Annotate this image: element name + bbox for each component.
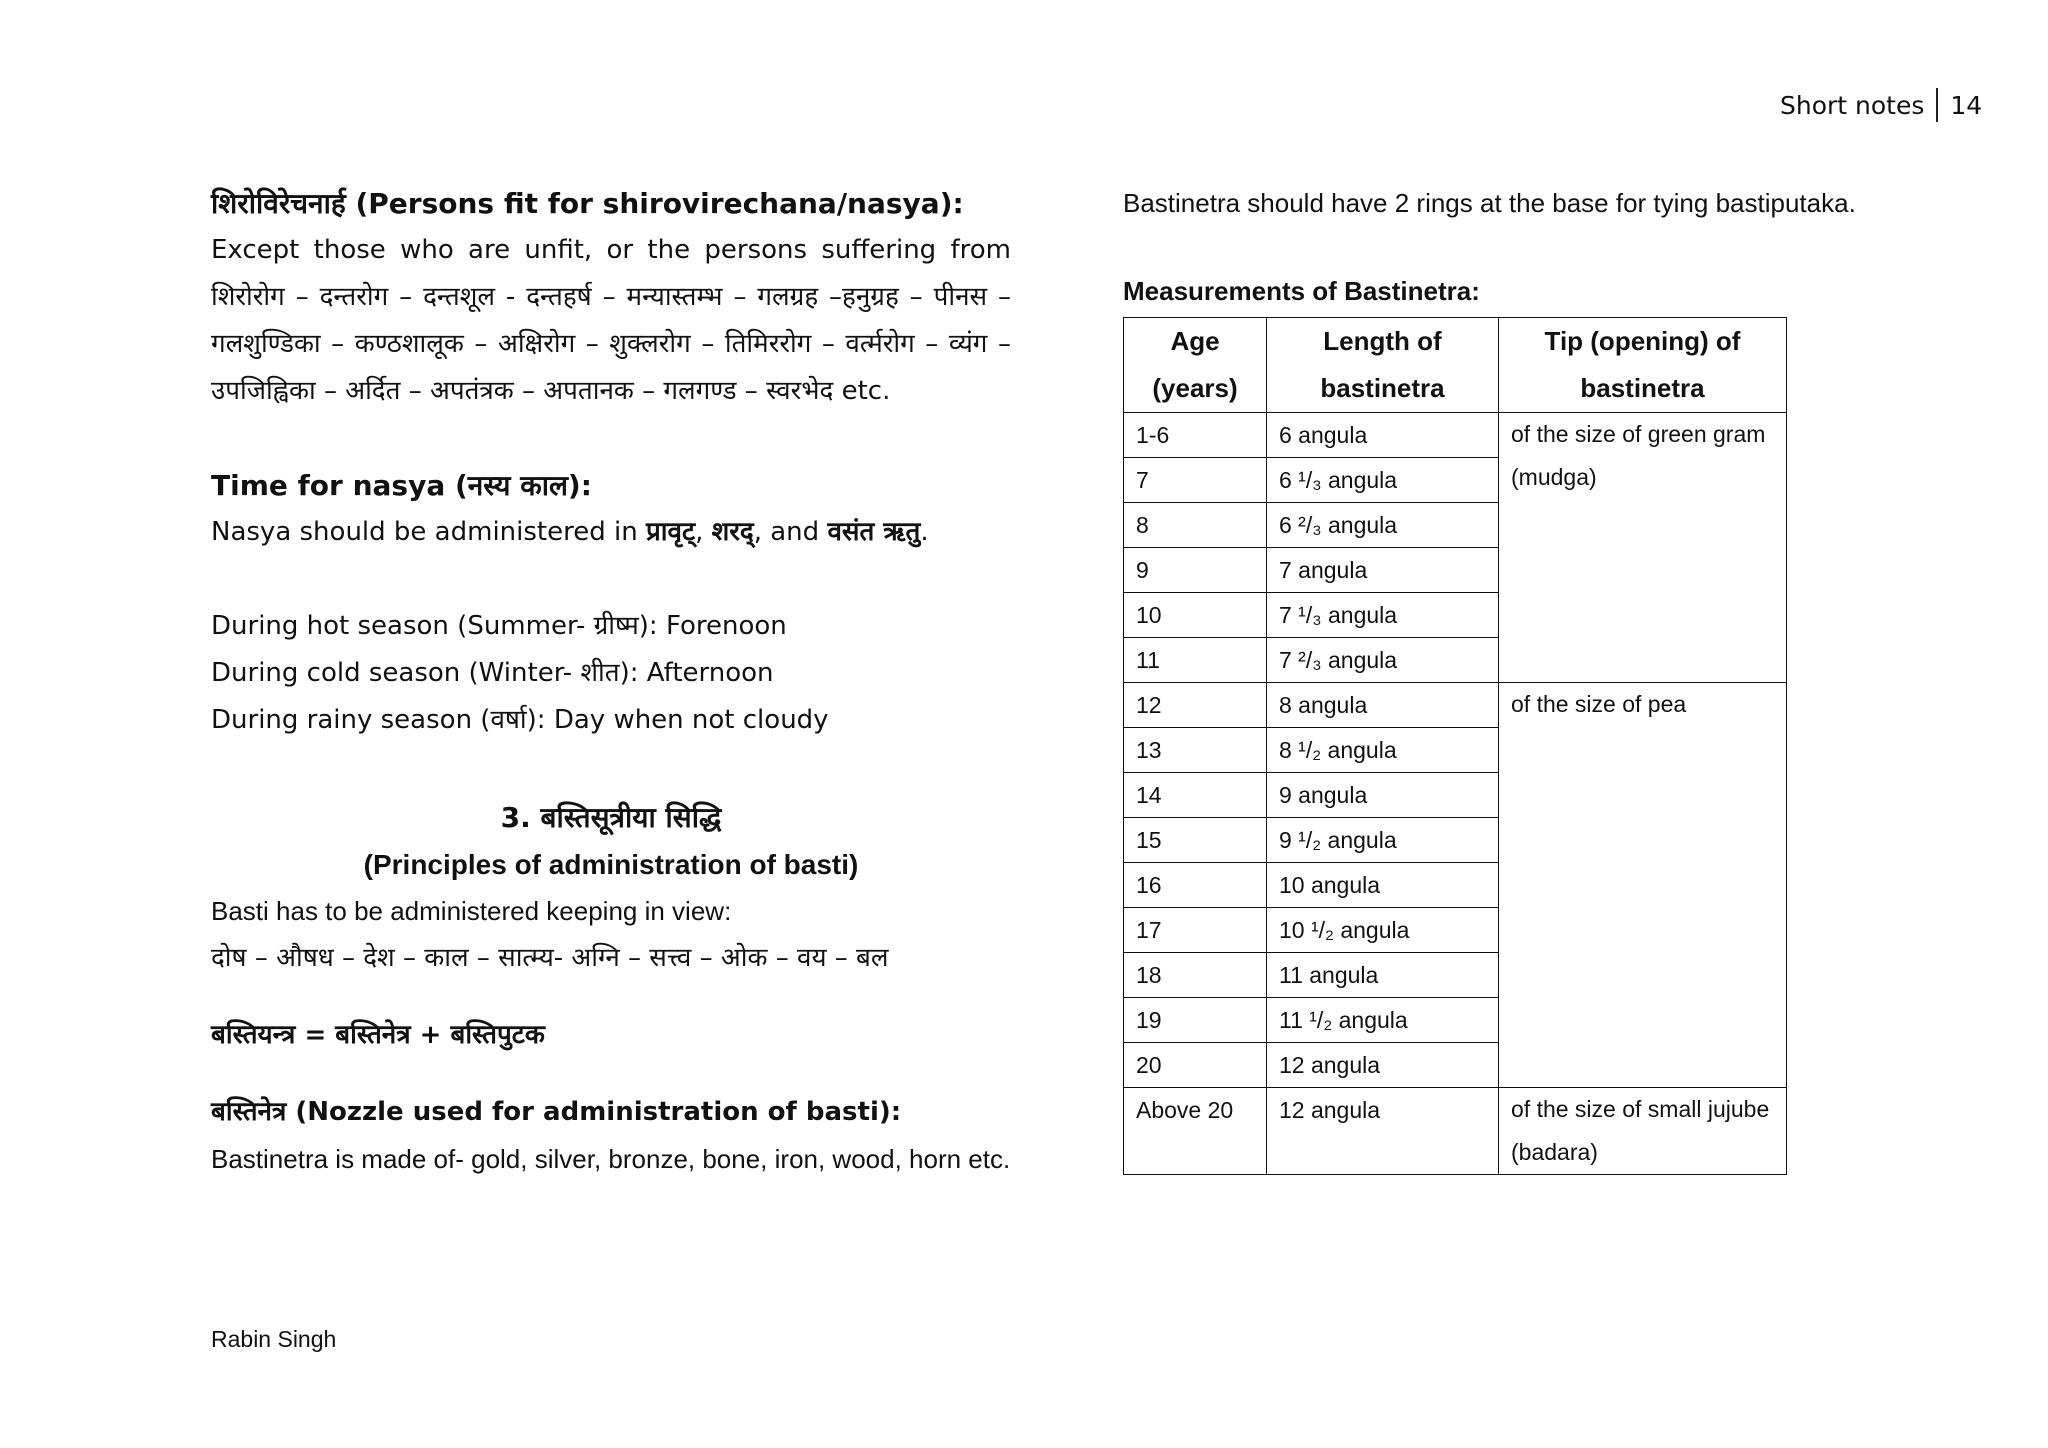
header-age: Age (years) xyxy=(1124,318,1267,413)
left-column xyxy=(211,180,1011,1183)
header-length: Length of bastinetra xyxy=(1267,318,1499,413)
season-pravrit: प्रावृट् xyxy=(645,517,696,547)
header-divider xyxy=(1936,88,1938,122)
sec2-comma: , xyxy=(695,517,712,547)
season-rainy: During rainy season (वर्षा): Day when not cloudy xyxy=(211,705,829,735)
age-cell: 12 xyxy=(1124,683,1267,728)
length-cell: 9 ¹/₂ angula xyxy=(1267,818,1499,863)
length-cell: 7 angula xyxy=(1267,548,1499,593)
table-row xyxy=(1124,413,1787,458)
length-cell: 10 angula xyxy=(1267,863,1499,908)
age-cell: 20 xyxy=(1124,1043,1267,1088)
age-cell: 19 xyxy=(1124,998,1267,1043)
age-cell: 15 xyxy=(1124,818,1267,863)
length-cell: 11 angula xyxy=(1267,953,1499,998)
length-cell: 12 angula xyxy=(1267,1088,1499,1175)
sec2-body xyxy=(211,509,1011,556)
age-cell: 14 xyxy=(1124,773,1267,818)
table-header-row xyxy=(1124,318,1787,413)
length-cell: 11 ¹/₂ angula xyxy=(1267,998,1499,1043)
table-body xyxy=(1124,413,1787,1175)
season-cold: During cold season (Winter- शीत): Afternoon xyxy=(211,658,774,688)
age-cell: 11 xyxy=(1124,638,1267,683)
tip-cell: of the size of small jujube (badara) xyxy=(1499,1088,1787,1175)
age-cell: 1-6 xyxy=(1124,413,1267,458)
sec3-factors: दोष – औषध – देश – काल – सात्म्य- अग्नि – सत्त्व – ओक – वय – बल xyxy=(211,943,889,973)
nozzle-title: बस्तिनेत्र (Nozzle used for administration of basti): xyxy=(211,1097,902,1127)
table-row xyxy=(1124,683,1787,728)
sec2-and: , and xyxy=(753,517,828,547)
sec2-prefix: Nasya should be administered in xyxy=(211,517,646,547)
header-tip: Tip (opening) of bastinetra xyxy=(1499,318,1787,413)
age-cell: 9 xyxy=(1124,548,1267,593)
footer-author: Rabin Singh xyxy=(211,1326,337,1352)
tip-cell: of the size of green gram (mudga) xyxy=(1499,413,1787,683)
age-cell: 10 xyxy=(1124,593,1267,638)
length-cell: 7 ¹/₃ angula xyxy=(1267,593,1499,638)
page-header xyxy=(1780,88,1982,122)
length-cell: 8 ¹/₂ angula xyxy=(1267,728,1499,773)
header-title: Short notes xyxy=(1780,90,1925,120)
season-hot: During hot season (Summer- ग्रीष्म): Forenoon xyxy=(211,611,787,641)
age-cell: 17 xyxy=(1124,908,1267,953)
tip-cell: of the size of pea xyxy=(1499,683,1787,1088)
sec3-title-devanagari: 3. बस्तिसूत्रीया सिद्धि xyxy=(500,801,722,834)
nozzle-body: Bastinetra is made of- gold, silver, bronze, bone, iron, wood, horn etc. xyxy=(211,1144,1011,1174)
rings-note: Bastinetra should have 2 rings at the base for tying bastiputaka. xyxy=(1123,188,1856,218)
age-cell: 16 xyxy=(1124,863,1267,908)
age-cell: Above 20 xyxy=(1124,1088,1267,1175)
page-number: 14 xyxy=(1950,90,1983,120)
age-cell: 8 xyxy=(1124,503,1267,548)
sec1-title: शिरोविरेचनार्ह (Persons fit for shirovirechana/nasya): xyxy=(211,187,964,220)
table-title: Measurements of Bastinetra: xyxy=(1123,276,1480,306)
sec3-title-english: (Principles of administration of basti) xyxy=(363,849,859,880)
length-cell: 8 angula xyxy=(1267,683,1499,728)
age-cell: 18 xyxy=(1124,953,1267,998)
length-cell: 9 angula xyxy=(1267,773,1499,818)
age-cell: 7 xyxy=(1124,458,1267,503)
right-column xyxy=(1123,180,1923,1175)
length-cell: 7 ²/₃ angula xyxy=(1267,638,1499,683)
length-cell: 12 angula xyxy=(1267,1043,1499,1088)
season-vasanta: वसंत ऋतु xyxy=(827,517,921,547)
season-sharad: शरद् xyxy=(711,517,754,547)
age-cell: 13 xyxy=(1124,728,1267,773)
measurements-table xyxy=(1123,317,1787,1175)
length-cell: 6 angula xyxy=(1267,413,1499,458)
sec2-period: . xyxy=(920,517,929,547)
basti-equation: बस्तियन्त्र = बस्तिनेत्र + बस्तिपुटक xyxy=(211,1020,545,1050)
length-cell: 10 ¹/₂ angula xyxy=(1267,908,1499,953)
sec1-body: Except those who are unfit, or the persons suffering from शिरोरोग – दन्तरोग – दन्तशूल - दन्तहर्ष – मन्यास्तम्भ – गलग्रह –हनुग्रह – पीनस – गलशुण्डिका – कण्ठशालूक – अक्षिरोग – शुक्लरोग – तिमिररोग – वर्त्मरोग – व्यंग – उपजिह्विका – अर्दित – अपतंत्रक – अपतानक – गलगण्ड – स्वरभेद etc. xyxy=(211,235,1011,406)
sec3-body: Basti has to be administered keeping in view: xyxy=(211,896,732,926)
table-row xyxy=(1124,1088,1787,1175)
length-cell: 6 ²/₃ angula xyxy=(1267,503,1499,548)
length-cell: 6 ¹/₃ angula xyxy=(1267,458,1499,503)
sec2-title: Time for nasya (नस्य काल): xyxy=(211,469,592,502)
